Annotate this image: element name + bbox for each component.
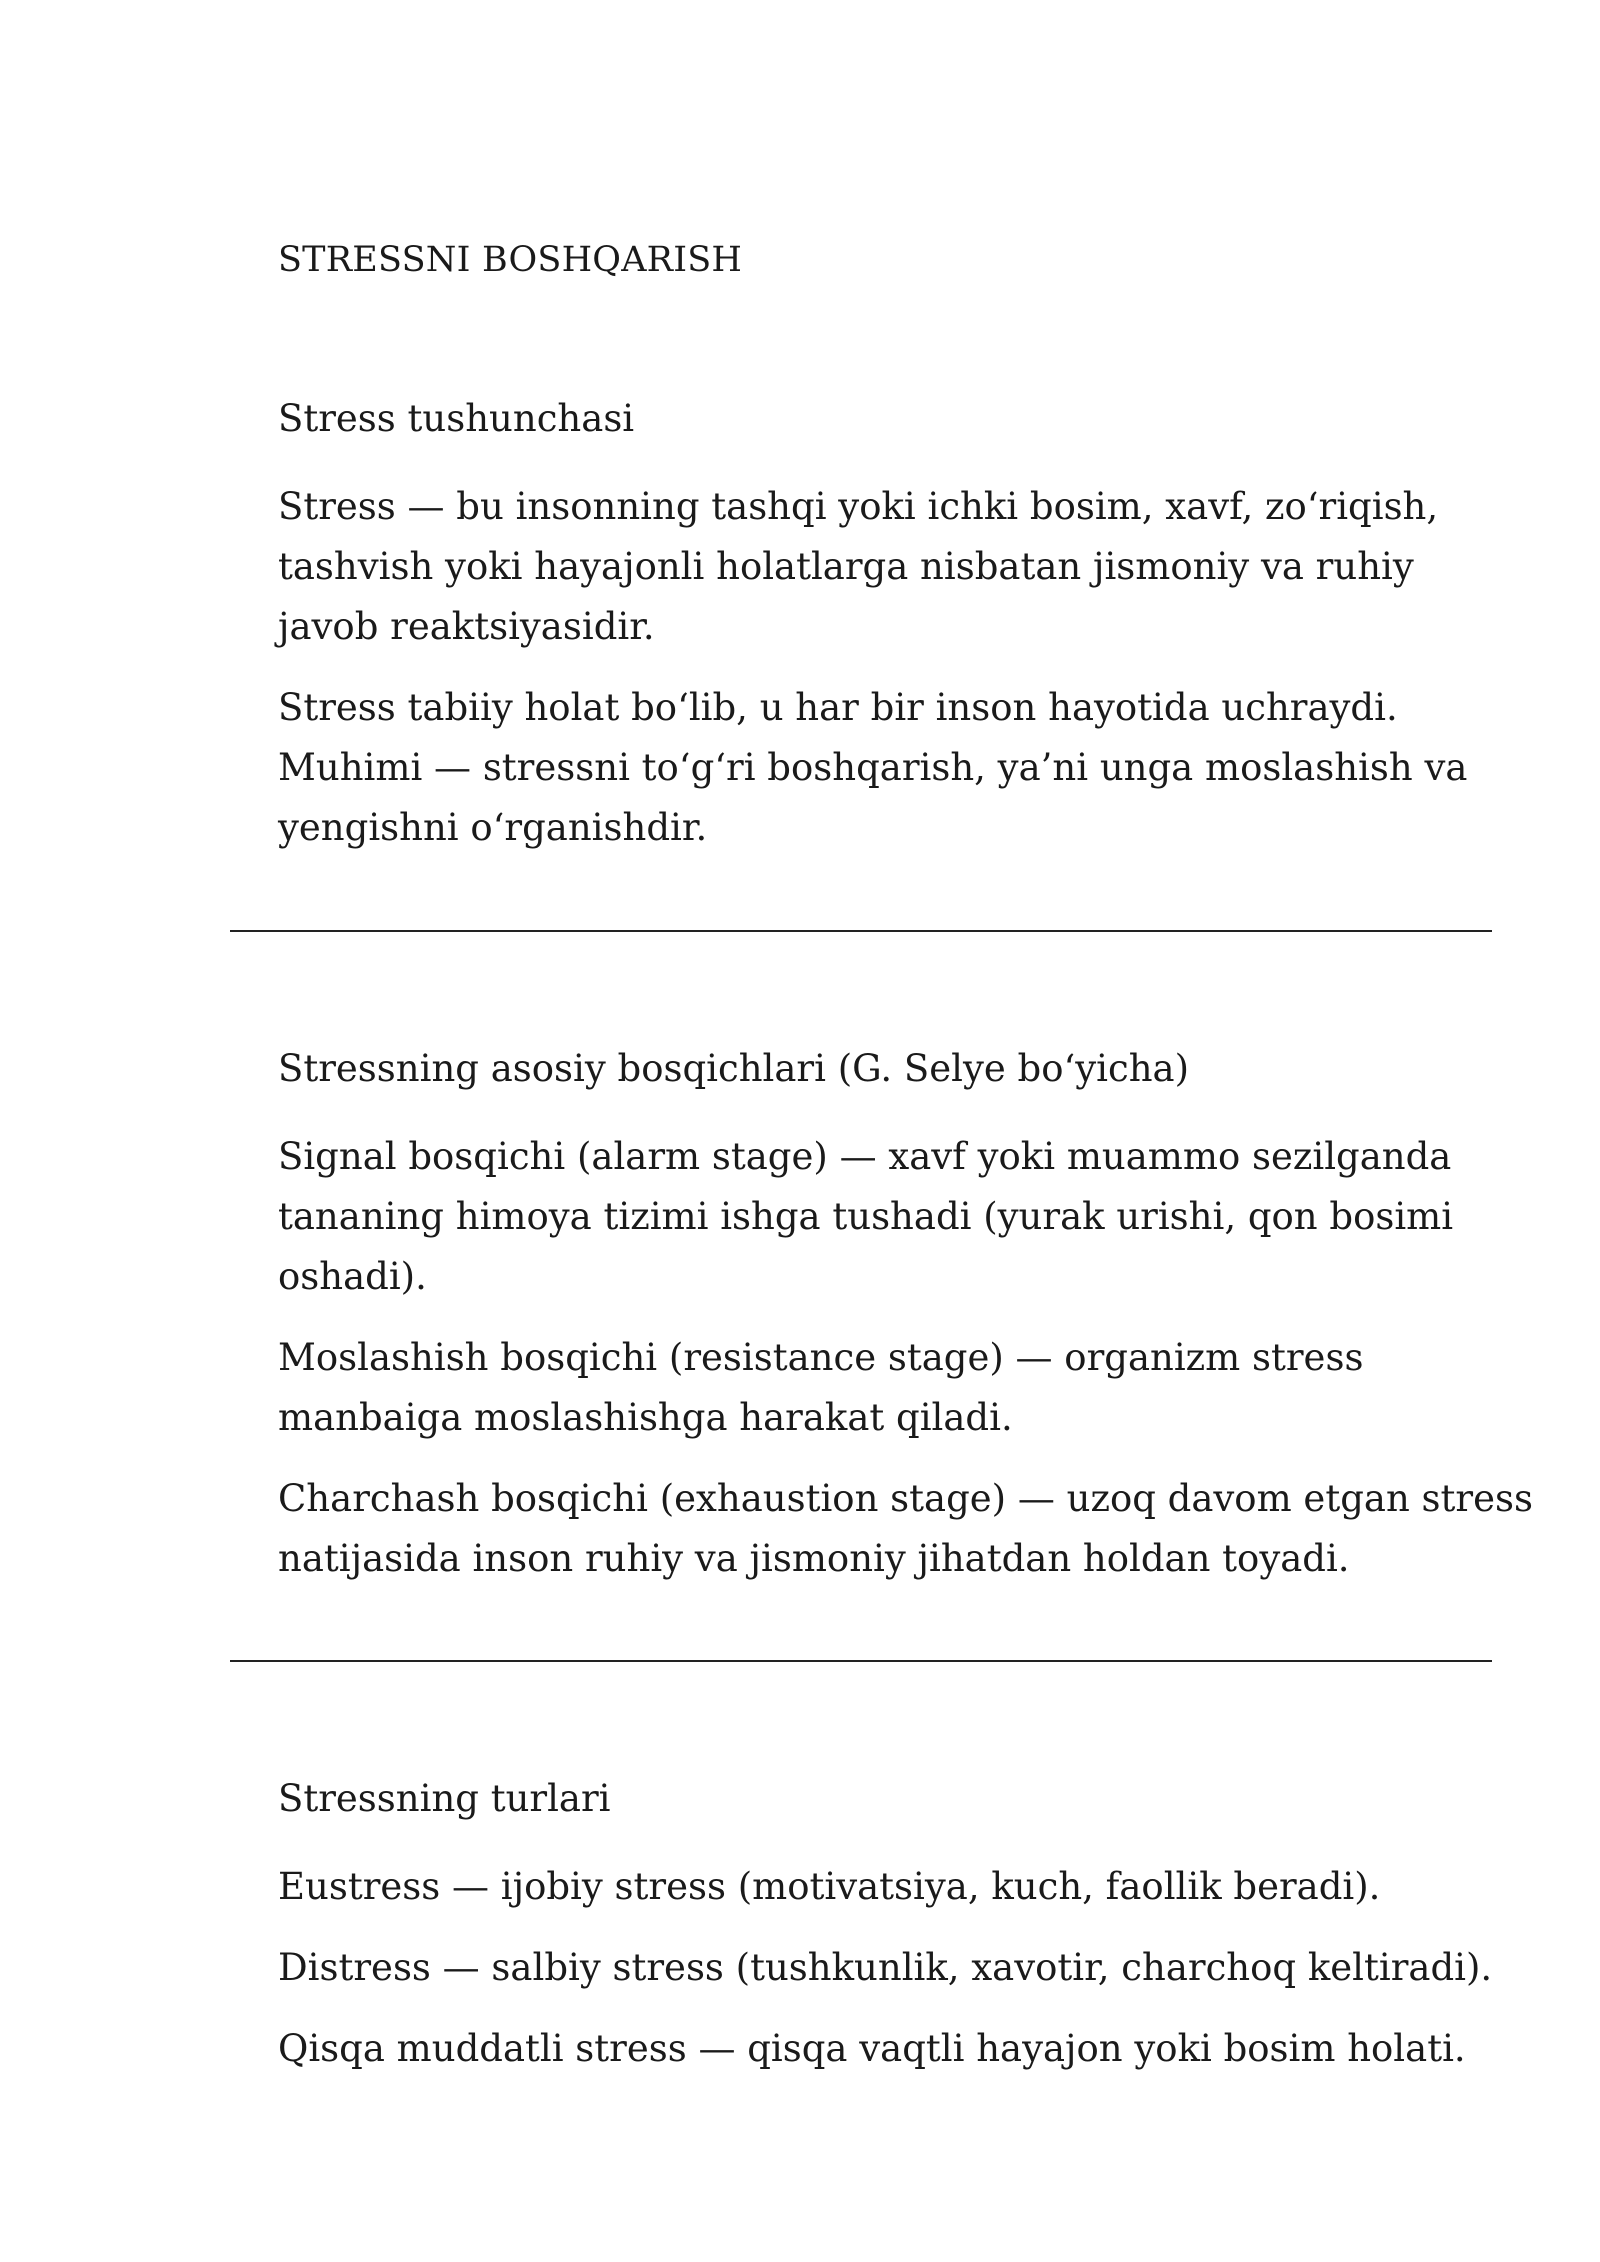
text-line: tananing himoya tizimi ishga tushadi (yurak urishi, qon bosimi xyxy=(278,1195,1454,1238)
text-line: Eustress — ijobiy stress (motivatsiya, kuch, faollik beradi). xyxy=(278,1865,1381,1908)
document-title: STRESSNI BOSHQARISH xyxy=(278,240,743,280)
text-line: yengishni o‘rganishdir. xyxy=(278,806,708,849)
text-line: Charchash bosqichi (exhaustion stage) — uzoq davom etgan stress xyxy=(278,1477,1533,1520)
paragraph xyxy=(278,1127,1498,1307)
text-line: Stress tabiiy holat bo‘lib, u har bir inson hayotida uchraydi. xyxy=(278,686,1398,729)
section-stress-concept xyxy=(278,397,1498,879)
paragraph xyxy=(278,2019,1498,2079)
section-stress-stages xyxy=(278,1047,1533,1610)
paragraph xyxy=(278,1938,1498,1998)
text-line: Distress — salbiy stress (tushkunlik, xavotir, charchoq keltiradi). xyxy=(278,1946,1493,1989)
text-line: Qisqa muddatli stress — qisqa vaqtli hayajon yoki bosim holati. xyxy=(278,2027,1466,2070)
section-heading: Stressning asosiy bosqichlari (G. Selye bo‘yicha) xyxy=(278,1047,1190,1090)
text-line: natijasida inson ruhiy va jismoniy jihatdan holdan toyadi. xyxy=(278,1537,1350,1580)
section-stress-types xyxy=(278,1777,1498,2100)
text-line: javob reaktsiyasidir. xyxy=(278,605,655,648)
text-line: Muhimi — stressni to‘g‘ri boshqarish, ya’ni unga moslashish va xyxy=(278,746,1468,789)
section-heading: Stress tushunchasi xyxy=(278,397,635,440)
paragraph xyxy=(278,678,1498,858)
section-divider xyxy=(230,1660,1492,1662)
text-line: Signal bosqichi (alarm stage) — xavf yoki muammo sezilganda xyxy=(278,1135,1452,1178)
paragraph xyxy=(278,477,1498,657)
text-line: Stress — bu insonning tashqi yoki ichki bosim, xavf, zo‘riqish, xyxy=(278,485,1439,528)
text-line: tashvish yoki hayajonli holatlarga nisbatan jismoniy va ruhiy xyxy=(278,545,1414,588)
paragraph xyxy=(278,1857,1498,1917)
text-line: Moslashish bosqichi (resistance stage) — organizm stress xyxy=(278,1336,1364,1379)
text-line: oshadi). xyxy=(278,1255,427,1298)
text-line: manbaiga moslashishga harakat qiladi. xyxy=(278,1396,1013,1439)
paragraph xyxy=(278,1469,1533,1589)
paragraph xyxy=(278,1328,1498,1448)
section-divider xyxy=(230,930,1492,932)
section-heading: Stressning turlari xyxy=(278,1777,611,1820)
